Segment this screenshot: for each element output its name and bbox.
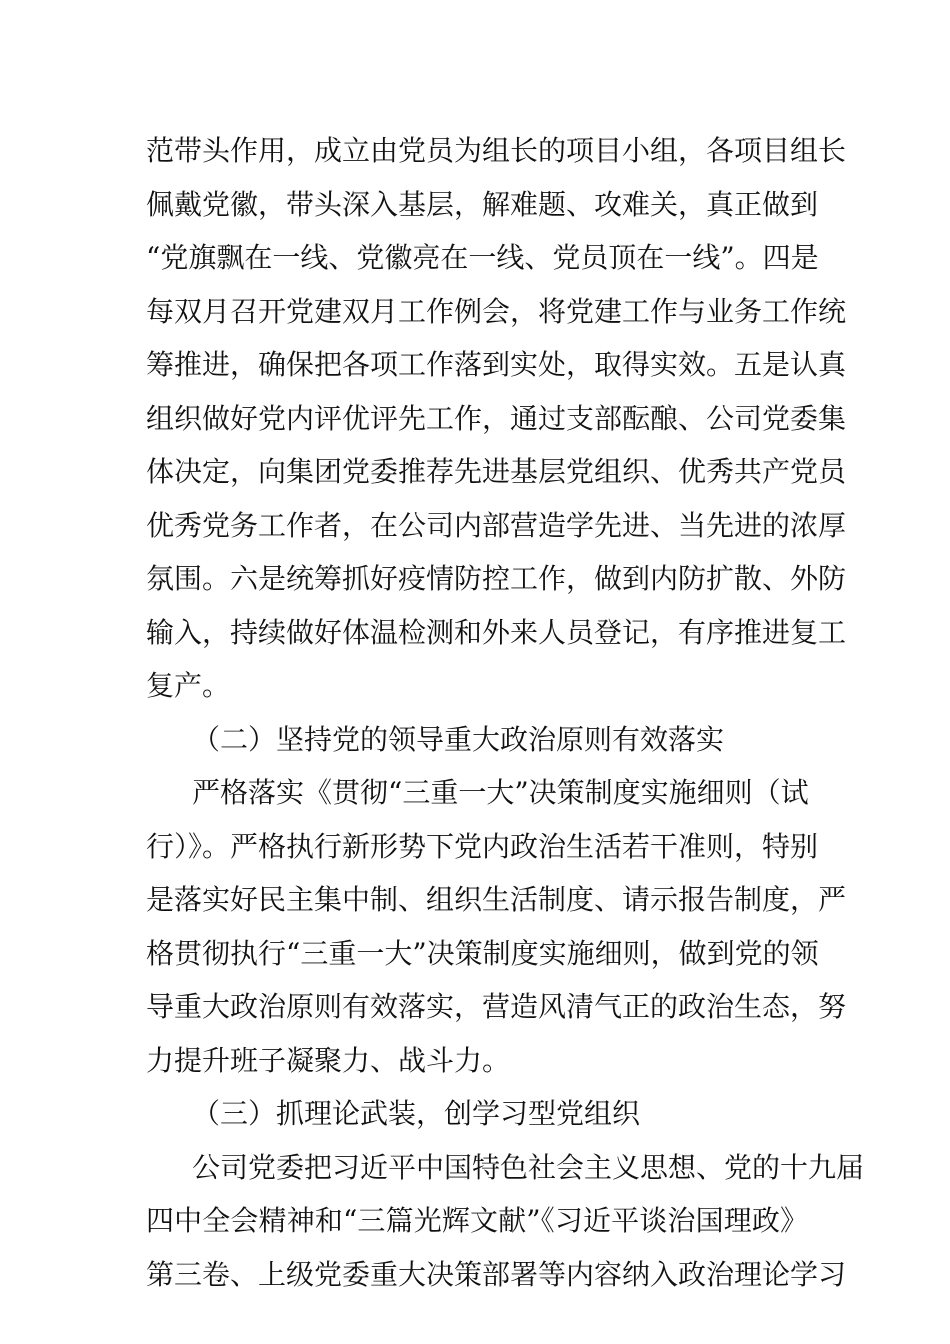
paragraph-line: 筹推进，确保把各项工作落到实处，取得实效。五是认真 bbox=[146, 348, 847, 381]
section-heading-2: （二）坚持党的领导重大政治原则有效落实 bbox=[192, 722, 725, 756]
paragraph-line: 是落实好民主集中制、组织生活制度、请示报告制度，严 bbox=[146, 883, 847, 916]
paragraph-line: 四中全会精神和“三篇光辉文献”《习近平谈治国理政》 bbox=[146, 1204, 808, 1237]
paragraph-line: “党旗飘在一线、党徽亮在一线、党员顶在一线”。四是 bbox=[146, 241, 819, 274]
paragraph-line: 导重大政治原则有效落实，营造风清气正的政治生态，努 bbox=[146, 990, 847, 1023]
paragraph-line: 力提升班子凝聚力、战斗力。 bbox=[146, 1043, 511, 1077]
paragraph-line: 氛围。六是统筹抓好疫情防控工作，做到内防扩散、外防 bbox=[146, 562, 847, 595]
paragraph-line: 输入，持续做好体温检测和外来人员登记，有序推进复工 bbox=[146, 615, 847, 649]
paragraph-line: 行）》。严格执行新形势下党内政治生活若干准则，特别 bbox=[146, 829, 819, 863]
paragraph-line: 严格落实《贯彻“三重一大”决策制度实施细则（试 bbox=[192, 776, 809, 809]
paragraph-section-2 bbox=[146, 766, 847, 1087]
paragraph-line: 体决定，向集团党委推荐先进基层党组织、优秀共产党员 bbox=[146, 455, 847, 488]
paragraph-line: 复产。 bbox=[146, 669, 231, 702]
paragraph-line: 佩戴党徽，带头深入基层，解难题、攻难关，真正做到 bbox=[146, 187, 819, 221]
paragraph-line: 格贯彻执行“三重一大”决策制度实施细则，做到党的领 bbox=[146, 936, 819, 970]
paragraph-line: 公司党委把习近平中国特色社会主义思想、党的十九届 bbox=[192, 1150, 865, 1184]
paragraph-line: 每双月召开党建双月工作例会，将党建工作与业务工作统 bbox=[146, 294, 847, 328]
paragraph-line: 范带头作用，成立由党员为组长的项目小组，各项目组长 bbox=[146, 134, 847, 167]
section-heading-3: （三）抓理论武装，创学习型党组织 bbox=[192, 1097, 641, 1130]
paragraph-line: 第三卷、上级党委重大决策部署等内容纳入政治理论学习 bbox=[146, 1257, 847, 1291]
document-body bbox=[146, 124, 865, 1301]
paragraph-continued bbox=[146, 124, 847, 713]
paragraph-line: 优秀党务工作者，在公司内部营造学先进、当先进的浓厚 bbox=[146, 508, 847, 542]
paragraph-line: 组织做好党内评优评先工作，通过支部酝酿、公司党委集 bbox=[146, 401, 847, 435]
paragraph-section-3 bbox=[146, 1141, 865, 1302]
